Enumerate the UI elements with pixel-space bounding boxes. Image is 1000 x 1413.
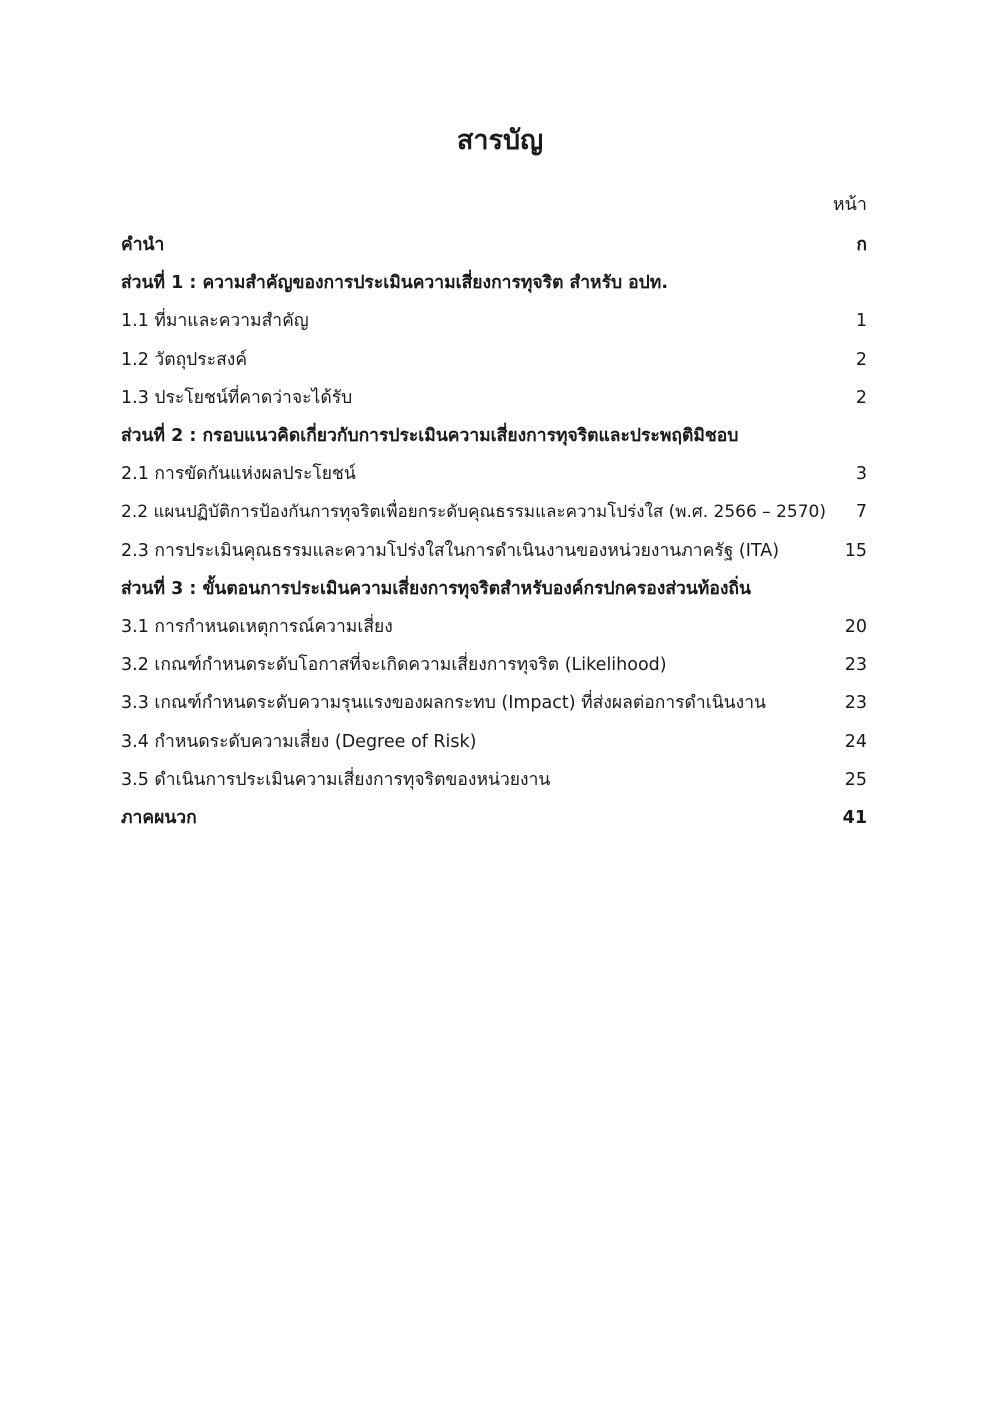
toc-entry-page: 24: [844, 731, 867, 752]
toc-entry[interactable]: [121, 417, 867, 455]
toc-entry-label: 1.3 ประโยชน์ที่คาดว่าจะได้รับ: [121, 387, 353, 408]
toc-entry-label: 1.2 วัตถุประสงค์: [121, 349, 248, 370]
toc-entry[interactable]: [121, 570, 867, 608]
toc-entry[interactable]: [121, 684, 867, 722]
toc-entry-label: 3.2 เกณฑ์กำหนดระดับโอกาสที่จะเกิดความเสี่ยงการทุจริต (Likelihood): [121, 655, 667, 676]
toc-entry-page: 2: [855, 349, 867, 370]
toc-entry-label: ส่วนที่ 2 : กรอบแนวคิดเกี่ยวกับการประเมินความเสี่ยงการทุจริตและประพฤติมิชอบ: [121, 426, 739, 447]
page-column-header: หน้า: [832, 194, 867, 215]
toc-entry-page: 41: [842, 807, 867, 828]
toc-entry-page: 7: [855, 502, 867, 523]
toc-entry-page: 2: [855, 387, 867, 408]
toc-entry-page: 1: [855, 311, 867, 332]
toc-entry[interactable]: [121, 264, 867, 302]
toc-entry[interactable]: [121, 722, 867, 760]
toc-entry-page: 23: [844, 693, 867, 714]
toc-entry-label: ภาคผนวก: [121, 807, 197, 828]
toc-entry[interactable]: [121, 608, 867, 646]
toc-entry-page: 25: [844, 769, 867, 790]
toc-entry-label: ส่วนที่ 1 : ความสำคัญของการประเมินความเสี่ยงการทุจริต สำหรับ อปท.: [121, 273, 668, 294]
toc-entry[interactable]: [121, 761, 867, 799]
toc-entry-label: 2.1 การขัดกันแห่งผลประโยชน์: [121, 464, 356, 485]
toc-entry[interactable]: [121, 532, 867, 570]
toc-entry-label: ส่วนที่ 3 : ขั้นตอนการประเมินความเสี่ยงการทุจริตสำหรับองค์กรปกครองส่วนท้องถิ่น: [121, 578, 751, 599]
table-of-contents: [121, 226, 867, 837]
toc-entry[interactable]: [121, 226, 867, 264]
page-title: สารบัญ: [456, 125, 544, 156]
toc-entry-label: 1.1 ที่มาและความสำคัญ: [121, 311, 309, 332]
toc-entry-page: 3: [855, 464, 867, 485]
toc-entry-label: 3.1 การกำหนดเหตุการณ์ความเสี่ยง: [121, 616, 393, 637]
toc-entry-page: 23: [844, 655, 867, 676]
toc-entry-label: 3.4 กำหนดระดับความเสี่ยง (Degree of Risk): [121, 731, 477, 752]
toc-entry-label: 3.5 ดำเนินการประเมินความเสี่ยงการทุจริตของหน่วยงาน: [121, 769, 551, 790]
toc-entry[interactable]: [121, 646, 867, 684]
toc-entry-label: คำนำ: [121, 235, 165, 256]
toc-entry[interactable]: [121, 493, 867, 531]
toc-entry[interactable]: [121, 455, 867, 493]
toc-entry-page: 20: [844, 616, 867, 637]
toc-entry-label: 3.3 เกณฑ์กำหนดระดับความรุนแรงของผลกระทบ (Impact) ที่ส่งผลต่อการดำเนินงาน: [121, 693, 766, 714]
toc-entry-page: ก: [856, 235, 867, 256]
toc-entry[interactable]: [121, 379, 867, 417]
toc-entry-label: 2.3 การประเมินคุณธรรมและความโปร่งใสในการดำเนินงานของหน่วยงานภาครัฐ (ITA): [121, 540, 780, 561]
toc-entry[interactable]: [121, 302, 867, 340]
toc-entry-label: 2.2 แผนปฏิบัติการป้องกันการทุจริตเพื่อยกระดับคุณธรรมและความโปร่งใส (พ.ศ. 2566 – 2570): [121, 502, 826, 523]
toc-entry[interactable]: [121, 799, 867, 837]
toc-entry-page: 15: [844, 540, 867, 561]
toc-entry[interactable]: [121, 341, 867, 379]
